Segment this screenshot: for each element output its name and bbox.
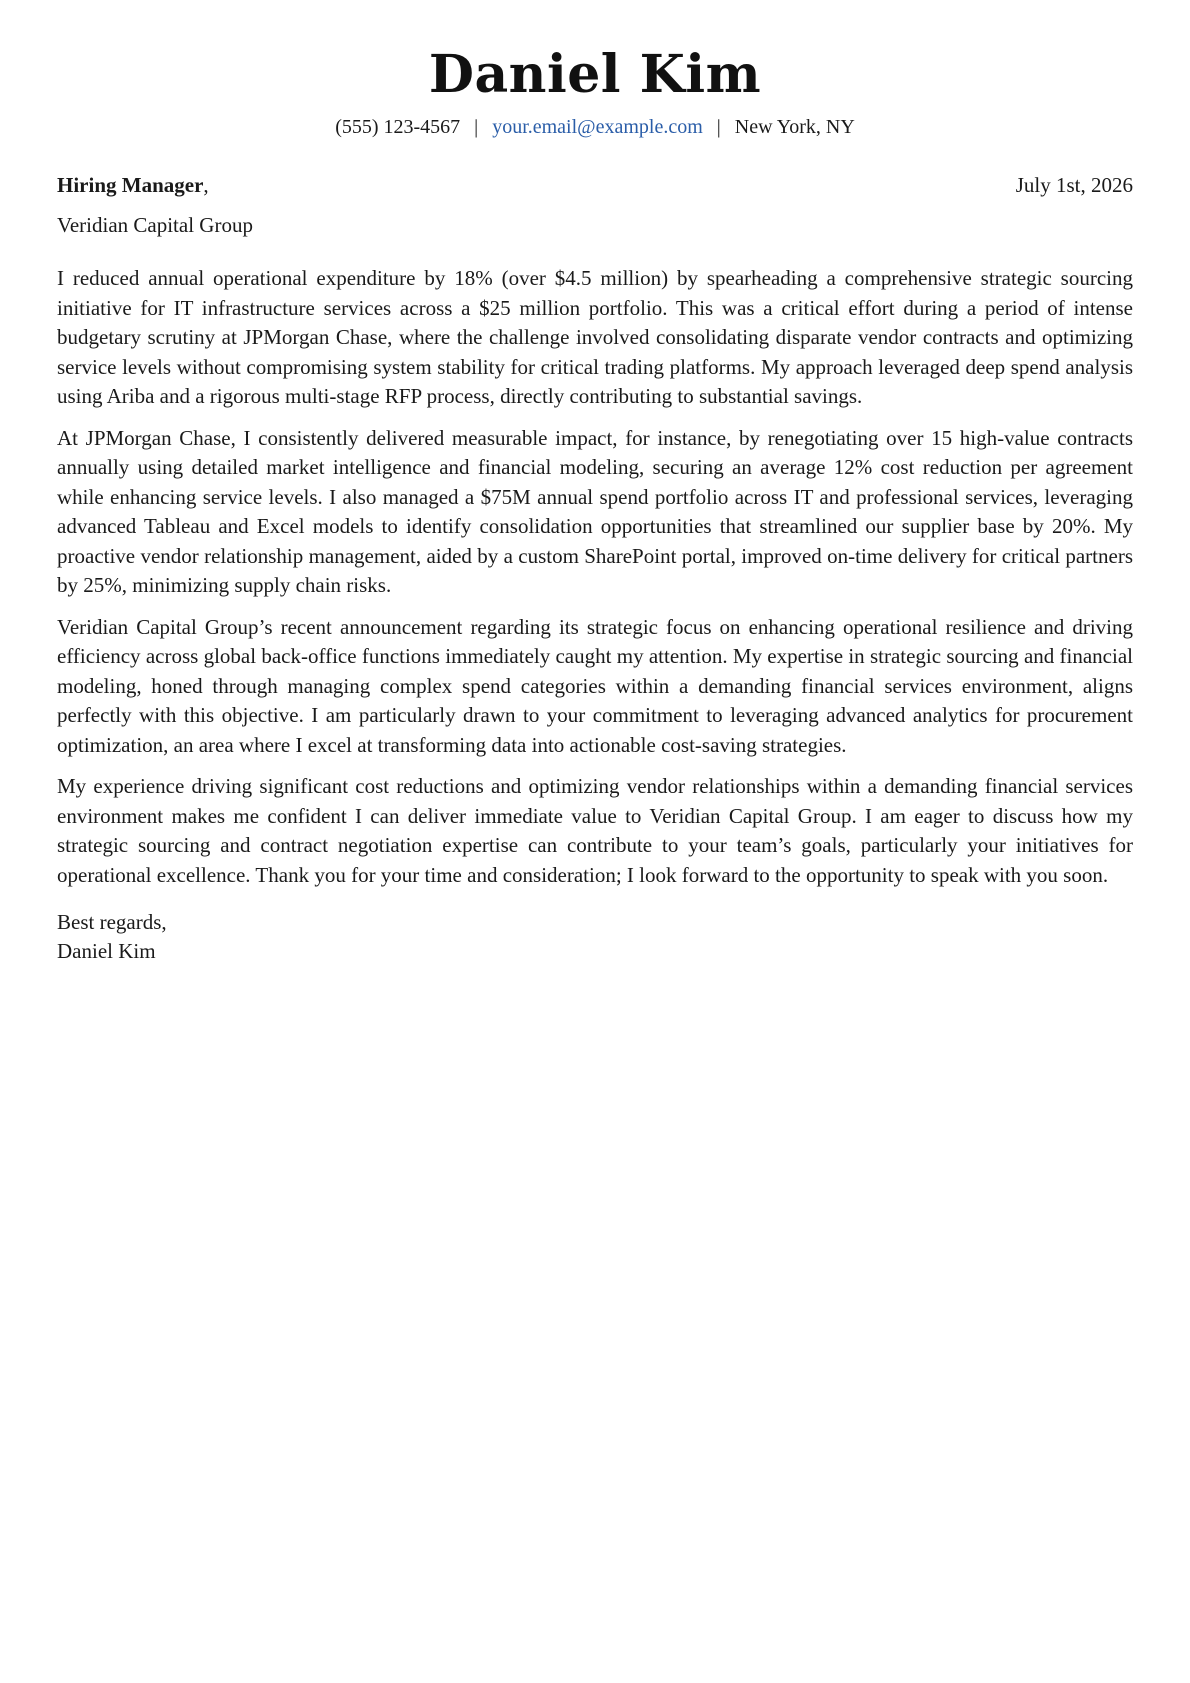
contact-separator: |	[716, 116, 721, 138]
letter-body	[57, 264, 1133, 890]
phone-number: (555) 123-4567	[335, 116, 461, 138]
applicant-name: Daniel Kim	[428, 44, 762, 105]
signature-name: Daniel Kim	[57, 939, 156, 963]
body-paragraph: At JPMorgan Chase, I consistently delivered measurable impact, for instance, by renegotiating over 15 high-value contracts annually using detailed market intelligence and financial modeling, securing an average 12% cost reduction per agreement while enhancing service levels. I also managed a $75M annual spend portfolio across IT and professional services, leveraging advanced Tableau and Excel models to identify consolidation opportunities that streamlined our supplier base by 20%. My proactive vendor relationship management, aided by a custom SharePoint portal, improved on-time delivery for critical partners by 25%, minimizing supply chain risks.	[57, 425, 1133, 597]
letter-date: July 1st, 2026	[1015, 173, 1133, 197]
location: New York, NY	[734, 116, 855, 138]
sign-off: Best regards,	[57, 910, 167, 934]
body-paragraph: I reduced annual operational expenditure by 18% (over $4.5 million) by spearheading a comprehensive strategic sourcing initiative for IT infrastructure services across a $25 million portfolio. This was a critical effort during a period of intense budgetary scrutiny at JPMorgan Chase, where the challenge involved consolidating disparate vendor contracts and optimizing service levels without compromising system stability for critical trading platforms. My approach leveraged deep spend analysis using Ariba and a rigorous multi-stage RFP process, directly contributing to substantial savings.	[57, 266, 1133, 408]
salutation-suffix: ,	[203, 173, 209, 197]
recipient-row	[57, 170, 1133, 200]
email-link[interactable]: your.email@example.com	[492, 116, 703, 138]
salutation	[57, 170, 209, 200]
body-paragraph: Veridian Capital Group’s recent announcement regarding its strategic focus on enhancing operational resilience and driving efficiency across global back-office functions immediately caught my attention. My expertise in strategic sourcing and financial modeling, honed through managing complex spend categories within a demanding financial services environment, aligns perfectly with this objective. I am particularly drawn to your commitment to leveraging advanced analytics for procurement optimization, an area where I excel at transforming data into actionable cost-saving strategies.	[57, 614, 1133, 757]
closing-block	[57, 908, 1133, 966]
contact-line	[57, 112, 1133, 142]
contact-separator: |	[474, 116, 479, 138]
body-paragraph: My experience driving significant cost reductions and optimizing vendor relationships within a demanding financial services environment makes me confident I can deliver immediate value to Veridian Capital Group. I am eager to discuss how my strategic sourcing and contract negotiation expertise can contribute to your team’s goals, particularly your initiatives for operational excellence. Thank you for your time and consideration; I look forward to the opportunity to speak with you soon.	[57, 774, 1133, 887]
cover-letter-page	[57, 40, 1133, 966]
salutation-name: Hiring Manager	[57, 173, 204, 197]
recipient-company: Veridian Capital Group	[57, 213, 253, 237]
